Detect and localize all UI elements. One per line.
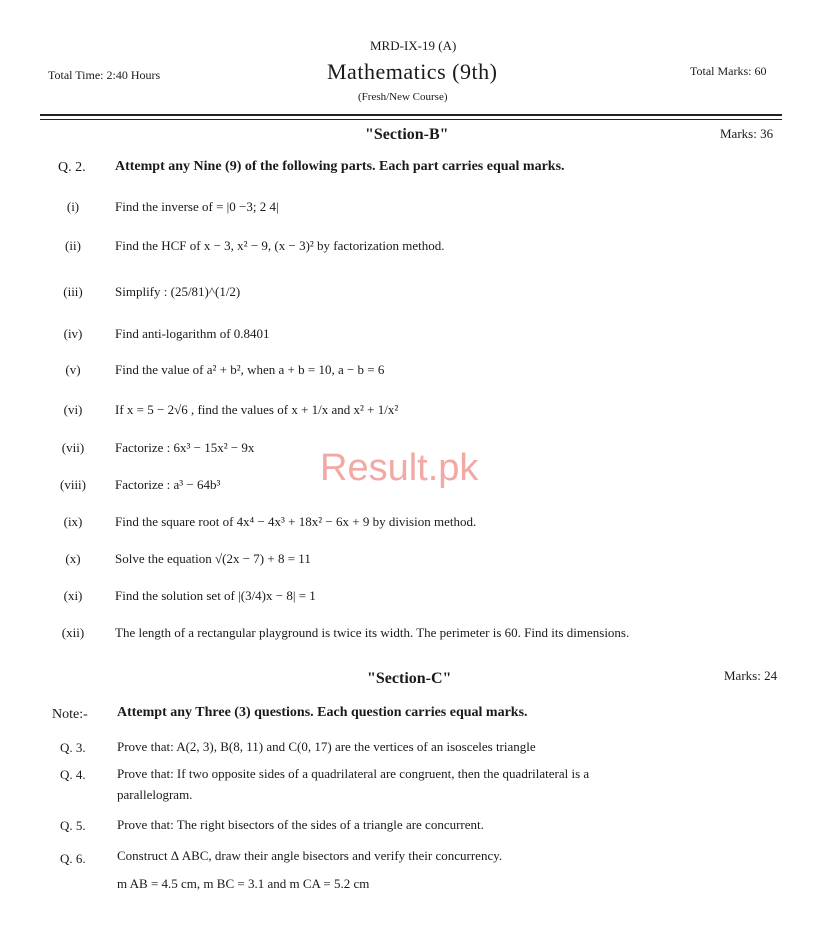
section-c-title: "Section-C" xyxy=(367,670,452,687)
subject-title: Mathematics (9th) xyxy=(327,59,498,84)
section-c-marks: Marks: 24 xyxy=(724,668,778,683)
question-text: Prove that: A(2, 3), B(8, 11) and C(0, 17) are the vertices of an isosceles triangle xyxy=(117,739,536,754)
section-b-instruction: Attempt any Nine (9) of the following parts. Each part carries equal marks. xyxy=(115,159,565,174)
part-number: (vii) xyxy=(61,440,85,455)
part-text: Find the HCF of x − 3, x² − 9, (x − 3)² by factorization method. xyxy=(115,238,445,253)
part-number: (i) xyxy=(66,199,80,214)
part-number: (ix) xyxy=(63,514,83,529)
question-number: Q. 4. xyxy=(60,767,86,782)
question-text: Prove that: If two opposite sides of a quadrilateral are congruent, then the quadrilateral is a xyxy=(117,766,590,781)
part-text: Factorize : a³ − 64b³ xyxy=(115,477,221,492)
watermark-text: Result.pk xyxy=(320,447,479,489)
part-number: (x) xyxy=(65,551,81,566)
part-number: (iv) xyxy=(63,326,83,341)
section-b-title: "Section-B" xyxy=(365,126,449,143)
question-number: Q. 3. xyxy=(60,740,86,755)
header-rule-thin xyxy=(40,119,782,120)
total-time: Total Time: 2:40 Hours xyxy=(48,68,161,82)
question-number: Q. 6. xyxy=(60,851,86,866)
course-label: (Fresh/New Course) xyxy=(358,91,448,103)
part-number: (xi) xyxy=(63,588,83,603)
part-number: (iii) xyxy=(63,284,83,299)
part-text: Find the square root of 4x⁴ − 4x³ + 18x² − 6x + 9 by division method. xyxy=(115,514,477,529)
part-text: Find the inverse of = |0 −3; 2 4| xyxy=(115,199,279,214)
part-number: (ii) xyxy=(65,238,81,253)
part-text: Find anti-logarithm of 0.8401 xyxy=(115,326,270,341)
paper-code: MRD-IX-19 (A) xyxy=(370,38,457,53)
section-c-instruction: Attempt any Three (3) questions. Each question carries equal marks. xyxy=(117,705,528,720)
part-text: Solve the equation √(2x − 7) + 8 = 11 xyxy=(115,551,311,566)
part-number: (xii) xyxy=(61,625,85,640)
question-text-continued: m AB = 4.5 cm, m BC = 3.1 and m CA = 5.2 cm xyxy=(117,876,370,891)
section-b-marks: Marks: 36 xyxy=(720,126,774,141)
part-number: (viii) xyxy=(60,477,86,492)
total-marks: Total Marks: 60 xyxy=(690,64,767,78)
part-text: The length of a rectangular playground is twice its width. The perimeter is 60. Find its dimensions. xyxy=(115,625,630,640)
part-text: If x = 5 − 2√6 , find the values of x + 1/x and x² + 1/x² xyxy=(115,402,399,417)
question-text-continued: parallelogram. xyxy=(117,787,193,802)
part-number: (v) xyxy=(65,362,81,377)
question-text: Prove that: The right bisectors of the sides of a triangle are concurrent. xyxy=(117,817,484,832)
part-text: Find the solution set of |(3/4)x − 8| = 1 xyxy=(115,588,316,603)
header-rule xyxy=(40,114,782,116)
part-number: (vi) xyxy=(63,402,83,417)
question-text: Construct Δ ABC, draw their angle bisectors and verify their concurrency. xyxy=(117,848,503,863)
note-label: Note:- xyxy=(52,707,88,722)
question-number: Q. 5. xyxy=(60,818,86,833)
question-2-label: Q. 2. xyxy=(58,160,86,175)
part-text: Simplify : (25/81)^(1/2) xyxy=(115,284,241,299)
part-text: Factorize : 6x³ − 15x² − 9x xyxy=(115,440,255,455)
part-text: Find the value of a² + b², when a + b = 10, a − b = 6 xyxy=(115,362,385,377)
